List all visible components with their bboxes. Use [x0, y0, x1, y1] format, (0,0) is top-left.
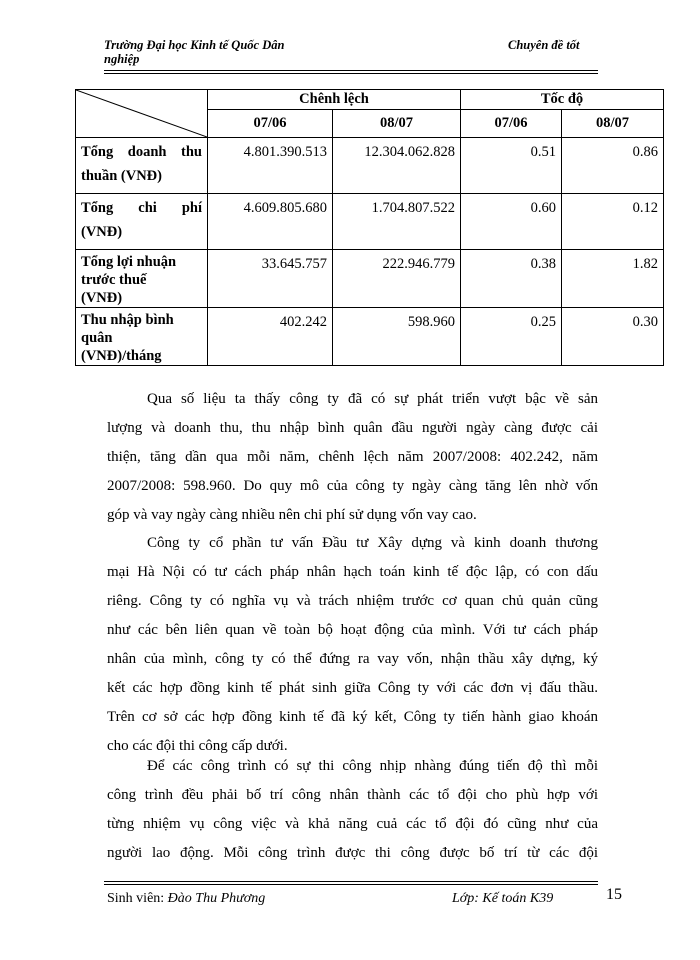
paragraph-line: Công ty cổ phần tư vấn Đầu tư Xây dựng và kinh doanh thương: [147, 535, 598, 551]
sub-header: 07/06: [461, 110, 562, 138]
diagonal-divider: [76, 90, 207, 137]
row-label-line: Tổng chi phí: [81, 200, 202, 216]
group-header-rate: Tốc độ: [461, 90, 664, 110]
row-label-line: trước thuế: [81, 272, 147, 288]
paragraph-line: như các bên liên quan về toàn bộ hoạt động của mình. Với tư cách pháp: [107, 622, 598, 638]
data-table: [75, 89, 664, 366]
paragraph-line: mại Hà Nội có tư cách pháp nhân hạch toán kinh tế độc lập, có con dấu: [107, 564, 598, 580]
table-row: [76, 308, 664, 366]
page-number: 15: [606, 886, 622, 903]
paragraph-line: Để các công trình có sự thi công nhịp nhàng đúng tiến độ thì mỗi: [147, 758, 598, 774]
row-label: [76, 138, 208, 194]
row-label-line: thuần (VNĐ): [81, 168, 162, 184]
header-doc-type: Chuyên đề tốt: [508, 38, 580, 52]
value-cell: 598.960: [333, 308, 461, 366]
row-label-line: Tổng doanh thu: [81, 144, 202, 160]
table-corner-cell: [76, 90, 208, 138]
header-school-line2: nghiệp: [104, 52, 140, 66]
table-row: [76, 194, 664, 250]
paragraph-line: Trên cơ sở các hợp đồng kinh tế đã ký kết, Công ty tiến hành giao khoán: [107, 709, 598, 725]
row-label-line: Thu nhập bình: [81, 312, 174, 328]
header-rule-bottom: [104, 73, 598, 74]
value-cell: 33.645.757: [208, 250, 333, 308]
row-label: [76, 194, 208, 250]
row-label-line: (VNĐ): [81, 224, 123, 240]
footer-student-name: Đào Thu Phương: [167, 891, 266, 906]
paragraph-line: riêng. Công ty có nghĩa vụ và trách nhiệm trước cơ quan chủ quản cũng: [107, 593, 598, 609]
value-cell: 4.609.805.680: [208, 194, 333, 250]
header-school: [104, 38, 284, 66]
paragraph-line: cho các đội thi công cấp dưới.: [107, 738, 288, 754]
row-label-line: Tổng lợi nhuận: [81, 254, 177, 270]
table-row: [76, 250, 664, 308]
header-rule-top: [104, 70, 598, 71]
value-cell: 0.25: [461, 308, 562, 366]
row-label-line: (VNĐ)/tháng: [81, 348, 162, 364]
paragraph-3: [107, 752, 598, 868]
value-cell: 0.30: [562, 308, 664, 366]
group-header-difference: Chênh lệch: [208, 90, 461, 110]
paragraph-line: nhân của mình, công ty có thể đứng ra vay vốn, nhận thầu xây dựng, ký: [107, 651, 598, 667]
value-cell: 0.38: [461, 250, 562, 308]
paragraph-line: góp và vay ngày càng nhiều nên chi phí sử dụng vốn vay cao.: [107, 507, 477, 523]
row-label-line: quân: [81, 330, 113, 346]
paragraph-1: [107, 385, 598, 530]
header-school-line1: Trường Đại học Kinh tế Quốc Dân: [104, 38, 285, 52]
row-label-line: (VNĐ): [81, 290, 123, 306]
paragraph-2: [107, 529, 598, 761]
row-label: [76, 250, 208, 308]
footer-rule-top: [104, 881, 598, 882]
paragraph-line: lượng và doanh thu, thu nhập bình quân đầu người ngày càng được cải: [107, 420, 598, 436]
paragraph-line: người lao động. Mỗi công trình được thi công được bố trí từ các đội: [107, 845, 598, 861]
paragraph-line: từng nhiệm vụ công việc và khả năng cuả các tổ đội đó cũng như của: [107, 816, 598, 832]
value-cell: 0.12: [562, 194, 664, 250]
value-cell: 1.82: [562, 250, 664, 308]
value-cell: 1.704.807.522: [333, 194, 461, 250]
footer-rule-bottom: [104, 884, 598, 885]
value-cell: 222.946.779: [333, 250, 461, 308]
paragraph-line: 2007/2008: 598.960. Do quy mô của công ty ngày càng tăng lên nhờ vốn: [107, 478, 598, 494]
value-cell: 4.801.390.513: [208, 138, 333, 194]
paragraph-line: kết các hợp đồng kinh tế phát sinh giữa Công ty với các đơn vị đấu thầu.: [107, 680, 598, 696]
value-cell: 12.304.062.828: [333, 138, 461, 194]
table-row: [76, 138, 664, 194]
paragraph-line: Qua số liệu ta thấy công ty đã có sự phát triển vượt bậc về sản: [147, 391, 598, 407]
sub-header: 07/06: [208, 110, 333, 138]
row-label: [76, 308, 208, 366]
footer-student: [107, 891, 265, 907]
sub-header: 08/07: [333, 110, 461, 138]
sub-header: 08/07: [562, 110, 664, 138]
footer-student-label: Sinh viên:: [107, 891, 168, 906]
paragraph-line: thiện, tăng dần qua mỗi năm, chênh lệch năm 2007/2008: 402.242, năm: [107, 449, 598, 465]
value-cell: 0.60: [461, 194, 562, 250]
paragraph-line: công trình đều phải bố trí công nhân thành các tổ đội cho phù hợp với: [107, 787, 598, 803]
value-cell: 402.242: [208, 308, 333, 366]
value-cell: 0.51: [461, 138, 562, 194]
footer-class: Lớp: Kế toán K39: [452, 891, 554, 906]
value-cell: 0.86: [562, 138, 664, 194]
